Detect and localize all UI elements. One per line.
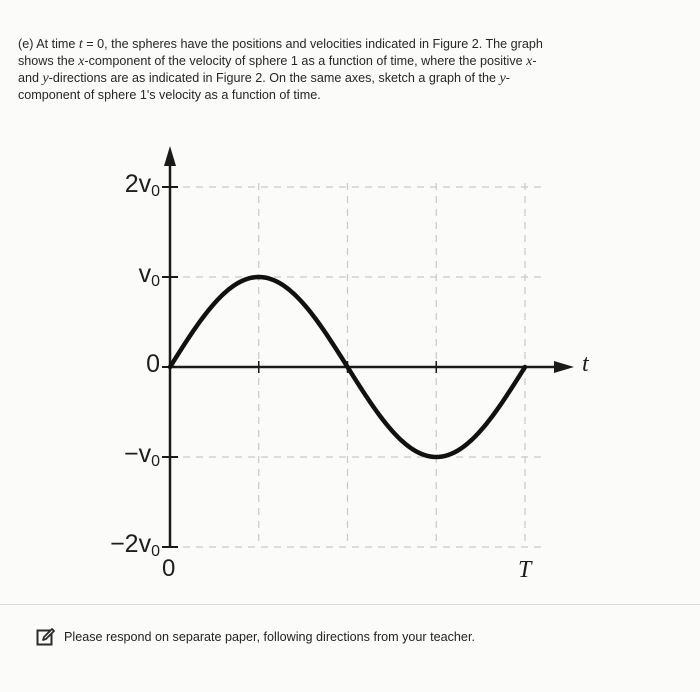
x-tick-label-T: T xyxy=(518,557,532,583)
y-tick-text: −v xyxy=(123,440,152,468)
y-tick-text: 2v xyxy=(124,170,152,198)
y-tick-text: v xyxy=(138,260,152,288)
y-tick-subscript: 0 xyxy=(151,183,160,200)
edit-icon xyxy=(36,627,56,647)
x-axis-label: t xyxy=(582,351,589,377)
x-axis-arrow xyxy=(554,361,574,373)
y-tick-label xyxy=(70,530,160,561)
y-tick-label xyxy=(70,440,160,471)
respond-note xyxy=(36,627,475,647)
question-line-4: component of sphere 1's velocity as a function of time. xyxy=(18,88,321,102)
question-line-3: and y-directions are as indicated in Figure 2. On the same axes, sketch a graph of the y- xyxy=(18,71,510,86)
y-tick-text: −2v xyxy=(110,530,152,558)
question-text xyxy=(18,36,678,104)
y-tick-label xyxy=(70,170,160,201)
response-footer xyxy=(0,604,700,663)
x-tick-label-zero: 0 xyxy=(162,555,176,582)
respond-text: Please respond on separate paper, following directions from your teacher. xyxy=(64,630,475,644)
y-tick-text: 0 xyxy=(146,350,160,378)
question-line-2: shows the x-component of the velocity of sphere 1 as a function of time, where the positive x- xyxy=(18,54,537,69)
y-tick-subscript: 0 xyxy=(151,453,160,470)
y-tick-subscript: 0 xyxy=(151,543,160,560)
y-tick-label xyxy=(70,260,160,291)
y-tick-subscript: 0 xyxy=(151,273,160,290)
y-tick-label xyxy=(70,350,160,379)
question-line-1: (e) At time t = 0, the spheres have the positions and velocities indicated in Figure 2. The graph xyxy=(18,37,543,52)
y-axis-arrow xyxy=(164,146,176,166)
velocity-graph xyxy=(70,140,630,600)
question-part: (e) xyxy=(18,37,34,51)
